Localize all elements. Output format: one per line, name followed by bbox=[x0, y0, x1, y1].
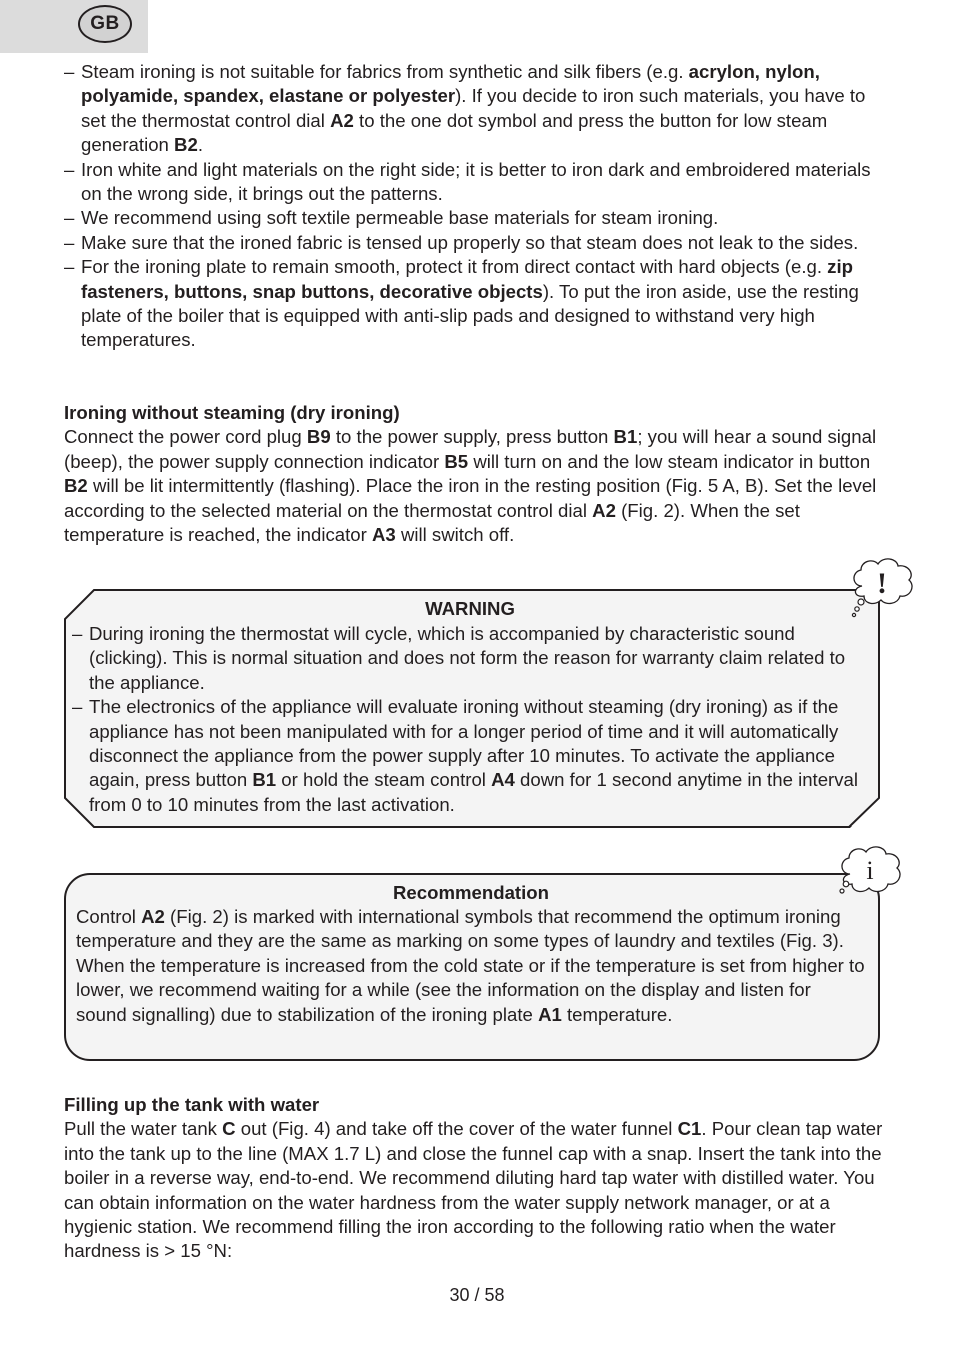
recommendation-body bbox=[76, 905, 866, 1027]
bullet-dash: – bbox=[64, 158, 75, 180]
text-run: ; you will hear a sound signal (beep), the power supply connection indicator bbox=[64, 426, 877, 472]
text-run: Steam ironing is not suitable for fabrics from synthetic and silk fibers (e.g. bbox=[81, 61, 689, 82]
list-item bbox=[64, 60, 894, 158]
language-badge-text: GB bbox=[90, 12, 120, 34]
list-item-text bbox=[89, 622, 872, 695]
text-run: Iron white and light materials on the right side; it is better to iron dark and embroidered materials on the wrong side, it brings out the patterns. bbox=[81, 158, 871, 205]
text-run: ). If you decide to iron such materials, you have to set the thermostat control dial bbox=[81, 85, 866, 131]
list-item bbox=[64, 255, 894, 353]
exclamation-cloud-icon bbox=[848, 556, 918, 620]
info-cloud-icon bbox=[834, 844, 908, 908]
section-heading: Filling up the tank with water bbox=[64, 1094, 320, 1115]
list-item-text bbox=[89, 695, 872, 817]
text-run: Control bbox=[76, 906, 142, 927]
text-run: . bbox=[197, 134, 203, 156]
bold-term: B1 bbox=[613, 426, 638, 448]
text-run: . Pour clean tap water into the tank up to the line (MAX 1.7 L) and close the funnel cap with a snap. Insert the tank into the boiler in a reverse way, end-to-end. We recommend diluting hard tap water with distilled water. You can obtain information on the water hardness from the water supply network manager, or at a hygienic station. We recommend filling the iron according to the following ratio when the water hardness is > 15 °N: bbox=[64, 1118, 883, 1262]
bold-term: A1 bbox=[538, 1003, 562, 1025]
warning-glyph: ! bbox=[877, 567, 887, 600]
bullet-dash: – bbox=[64, 61, 75, 82]
bold-term: A2 bbox=[141, 906, 165, 927]
text-run: to the one dot symbol and press the button for low steam generation bbox=[81, 109, 828, 156]
bullet-dash: – bbox=[64, 231, 75, 253]
text-run: Pull the water tank bbox=[64, 1118, 223, 1140]
text-run: (Fig. 2). When the set temperature is reached, the indicator bbox=[64, 499, 800, 546]
steam-tips-list bbox=[64, 60, 894, 353]
list-item-text bbox=[81, 60, 894, 158]
info-glyph: i bbox=[866, 856, 874, 885]
bullet-dash: – bbox=[64, 207, 75, 229]
page-number: 30 / 58 bbox=[449, 1285, 505, 1305]
text-run: Connect the power cord plug bbox=[64, 426, 307, 448]
warning-title: WARNING bbox=[425, 598, 515, 619]
text-run: We recommend using soft textile permeable base materials for steam ironing. bbox=[81, 207, 719, 229]
bold-term: A2 bbox=[592, 499, 616, 521]
text-run: For the ironing plate to remain smooth, protect it from direct contact with hard objects (e.g. bbox=[81, 256, 828, 278]
recommendation-title: Recommendation bbox=[392, 882, 549, 903]
language-badge bbox=[78, 5, 132, 43]
bullet-dash: – bbox=[72, 696, 83, 718]
filling-section bbox=[64, 1093, 890, 1264]
bullet-dash: – bbox=[64, 256, 75, 278]
text-run: will turn on and the low steam indicator in button bbox=[468, 450, 871, 472]
bold-term: B2 bbox=[174, 134, 198, 156]
bold-term: zip fasteners, buttons, snap buttons, decorative objects bbox=[81, 256, 853, 302]
list-item bbox=[72, 695, 872, 817]
list-item-text bbox=[81, 231, 894, 255]
bold-term: B5 bbox=[444, 450, 469, 472]
list-item-text bbox=[81, 206, 894, 230]
list-item-text bbox=[81, 158, 894, 207]
bold-term: C bbox=[222, 1118, 236, 1140]
bold-term: A4 bbox=[491, 769, 515, 791]
dry-ironing-section bbox=[64, 401, 879, 547]
text-run: ). To put the iron aside, use the resting plate of the boiler that is equipped with anti-slip pads and designed to withstand very high temperatures. bbox=[81, 280, 859, 351]
text-run: down for 1 second anytime in the interval from 0 to 10 minutes from the last activation. bbox=[89, 769, 859, 815]
bold-term: C1 bbox=[677, 1118, 702, 1140]
section-heading: Ironing without steaming (dry ironing) bbox=[64, 402, 400, 423]
bold-term: B1 bbox=[252, 769, 277, 791]
text-run: will switch off. bbox=[395, 524, 515, 546]
section-body bbox=[64, 425, 879, 547]
list-item bbox=[72, 622, 872, 695]
bold-term: A2 bbox=[330, 109, 354, 131]
section-body bbox=[64, 1117, 890, 1263]
list-item bbox=[64, 231, 894, 255]
list-item-text bbox=[81, 255, 894, 353]
bold-term: B9 bbox=[306, 426, 331, 448]
bold-term: acrylon, nylon, polyamide, spandex, elastane or polyester bbox=[81, 61, 820, 107]
warning-list bbox=[72, 622, 872, 817]
text-run: will be lit intermittently (flashing). Place the iron in the resting position (Fig. 5 A, B). Set the level according to the selected material on the thermostat control dial bbox=[64, 475, 877, 521]
text-run: The electronics of the appliance will evaluate ironing without steaming (dry ironing) as if the appliance has not been manipulated with for a longer period of time and it will automatically disconnect the appliance from the power supply after 10 minutes. To activate the appliance again, press button bbox=[89, 696, 839, 791]
text-run: During ironing the thermostat will cycle, which is accompanied by characteristic sound (clicking). This is normal situation and does not form the reason for warranty claim related to the appliance. bbox=[89, 623, 846, 693]
text-run: temperature. bbox=[561, 1003, 673, 1025]
bullet-dash: – bbox=[72, 623, 83, 644]
text-run: to the power supply, press button bbox=[330, 426, 614, 448]
bold-term: A3 bbox=[372, 524, 396, 546]
text-run: out (Fig. 4) and take off the cover of the water funnel bbox=[235, 1118, 678, 1140]
bold-term: B2 bbox=[64, 475, 88, 497]
text-run: or hold the steam control bbox=[276, 769, 492, 791]
text-run: Make sure that the ironed fabric is tensed up properly so that steam does not leak to the sides. bbox=[81, 231, 859, 253]
list-item bbox=[64, 158, 894, 207]
list-item bbox=[64, 206, 894, 230]
text-run: (Fig. 2) is marked with international symbols that recommend the optimum ironing temperature and they are the same as marking on some types of laundry and textiles (Fig. 3). When the temperature is increased from the cold state or if the temperature is set from higher to lower, we recommend waiting for a while (see the information on the display and listen for sound signalling) due to stabilization of the ironing plate bbox=[76, 906, 865, 1025]
